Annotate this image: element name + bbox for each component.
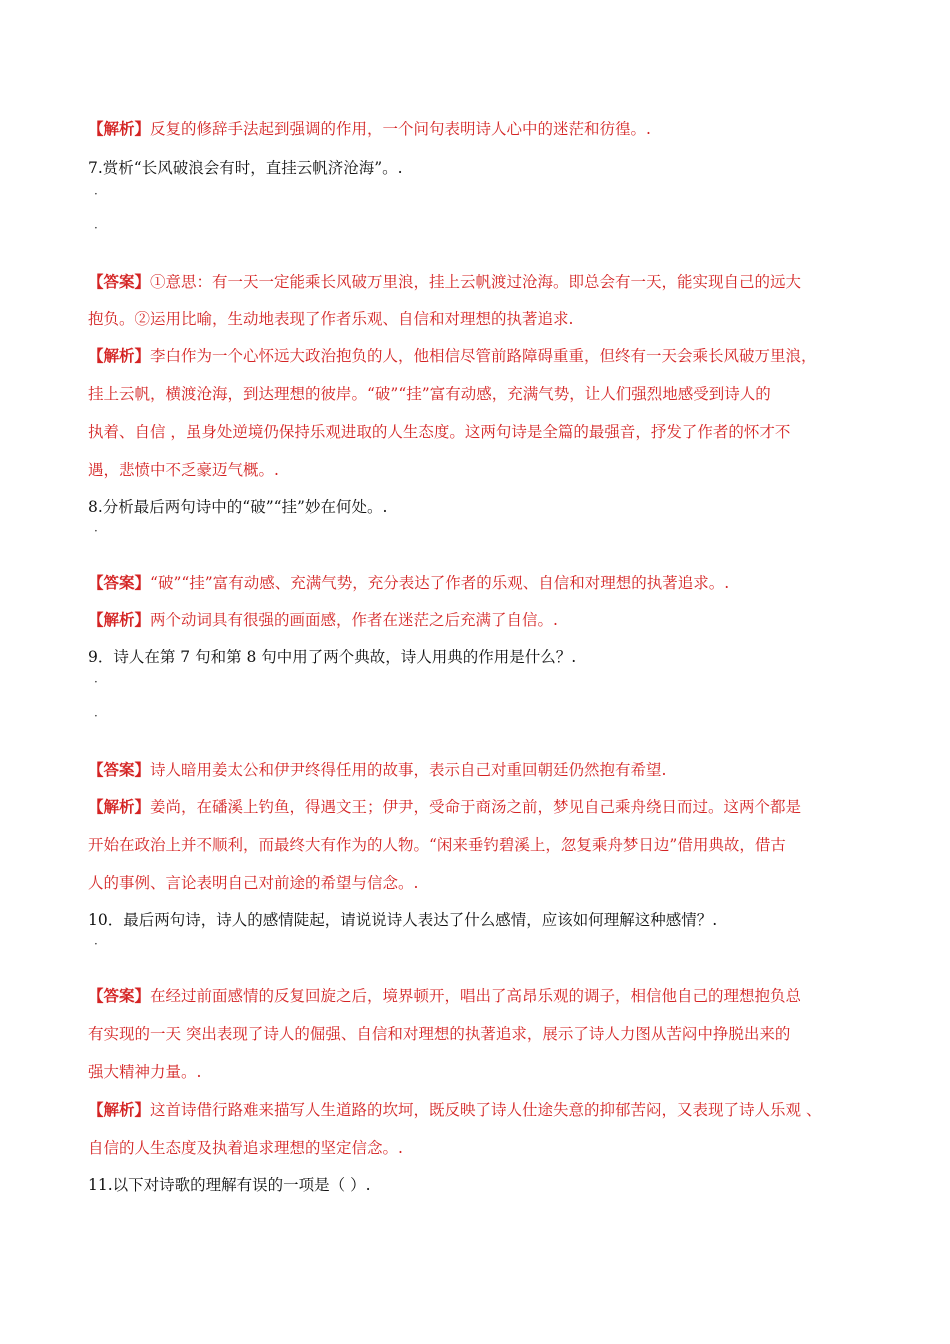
analysis-8: [88, 609, 878, 631]
analysis-text: 两个动词具有很强的画面感，作者在迷茫之后充满了自信。.: [150, 611, 558, 629]
analysis-text: 姜尚，在磻溪上钓鱼，得遇文王；伊尹，受命于商汤之前，梦见自己乘舟绕日而过。这两个都是: [150, 798, 802, 816]
answer-7-line1: [88, 271, 878, 293]
answer-10-line1: [88, 985, 878, 1007]
analysis-tag: 【解析】: [88, 346, 151, 365]
answer-text: ①意思：有一天一定能乘长风破万里浪，挂上云帆渡过沧海。即总会有一天，能实现自己的远大: [150, 273, 802, 291]
analysis-9-line3: 人的事例、言论表明自己对前途的希望与信念。.: [88, 874, 419, 892]
analysis-7-line3: 执着、自信 ，虽身处逆境仍保持乐观进取的人生态度。这两句诗是全篇的最强音，抒发了作者的怀才不: [88, 423, 791, 441]
analysis-text: 反复的修辞手法起到强调的作用，一个问句表明诗人心中的迷茫和彷徨。.: [150, 120, 651, 138]
blank-dot: ·: [94, 187, 98, 201]
answer-8: [88, 572, 878, 594]
analysis-tag: 【解析】: [88, 1100, 151, 1119]
answer-text: 诗人暗用姜太公和伊尹终得任用的故事，表示自己对重回朝廷仍然抱有希望.: [150, 761, 667, 779]
answer-tag: 【答案】: [88, 573, 151, 592]
answer-text: “破”“挂”富有动感、充满气势，充分表达了作者的乐观、自信和对理想的执著追求。.: [150, 574, 730, 592]
answer-tag: 【答案】: [88, 760, 151, 779]
answer-tag: 【答案】: [88, 272, 151, 291]
blank-dot: ·: [94, 709, 98, 723]
analysis-10-line2: 自信的人生态度及执着追求理想的坚定信念。.: [88, 1139, 403, 1157]
analysis-7-line2: 挂上云帆，横渡沧海，到达理想的彼岸。“破”“挂”富有动感，充满气势，让人们强烈地感受到诗人的: [88, 385, 771, 403]
answer-tag: 【答案】: [88, 986, 151, 1005]
analysis-7-line4: 遇，悲愤中不乏豪迈气概。.: [88, 461, 279, 479]
question-10: 10．最后两句诗，诗人的感情陡起，请说说诗人表达了什么感情，应该如何理解这种感情？.: [88, 911, 718, 929]
blank-dot: ·: [94, 937, 98, 951]
blank-dot: ·: [94, 524, 98, 538]
answer-10-line2: 有实现的一天 突出表现了诗人的倔强、自信和对理想的执著追求，展示了诗人力图从苦闷中挣脱出来的: [88, 1025, 791, 1043]
analysis-text: 这首诗借行路难来描写人生道路的坎坷，既反映了诗人仕途失意的抑郁苦闷，又表现了诗人乐观 、: [150, 1101, 822, 1119]
answer-10-line3: 强大精神力量。.: [88, 1063, 202, 1081]
question-9: 9．诗人在第 7 句和第 8 句中用了两个典故，诗人用典的作用是什么？.: [88, 648, 577, 666]
question-8: 8.分析最后两句诗中的“破”“挂”妙在何处。.: [88, 498, 388, 516]
blank-dot: ·: [94, 675, 98, 689]
analysis-text: 李白作为一个心怀远大政治抱负的人，他相信尽管前路障碍重重，但终有一天会乘长风破万里浪，: [150, 347, 817, 365]
analysis-10-line1: [88, 1099, 878, 1121]
analysis-9-line2: 开始在政治上并不顺利，而最终大有作为的人物。“闲来垂钓碧溪上，忽复乘舟梦日边”借用典故，借古: [88, 836, 786, 854]
blank-dot: ·: [94, 221, 98, 235]
analysis-tag: 【解析】: [88, 119, 151, 138]
analysis-6: [88, 118, 878, 140]
question-7: 7.赏析“长风破浪会有时，直挂云帆济沧海”。.: [88, 159, 403, 177]
answer-7-line2: 抱负。②运用比喻，生动地表现了作者乐观、自信和对理想的执著追求.: [88, 310, 574, 328]
answer-text: 在经过前面感情的反复回旋之后，境界顿开，唱出了高昂乐观的调子，相信他自己的理想抱负总: [150, 987, 802, 1005]
analysis-9-line1: [88, 796, 878, 818]
question-11: 11.以下对诗歌的理解有误的一项是（ ）.: [88, 1176, 371, 1194]
analysis-7-line1: [88, 345, 878, 367]
answer-9: [88, 759, 878, 781]
analysis-tag: 【解析】: [88, 610, 151, 629]
analysis-tag: 【解析】: [88, 797, 151, 816]
